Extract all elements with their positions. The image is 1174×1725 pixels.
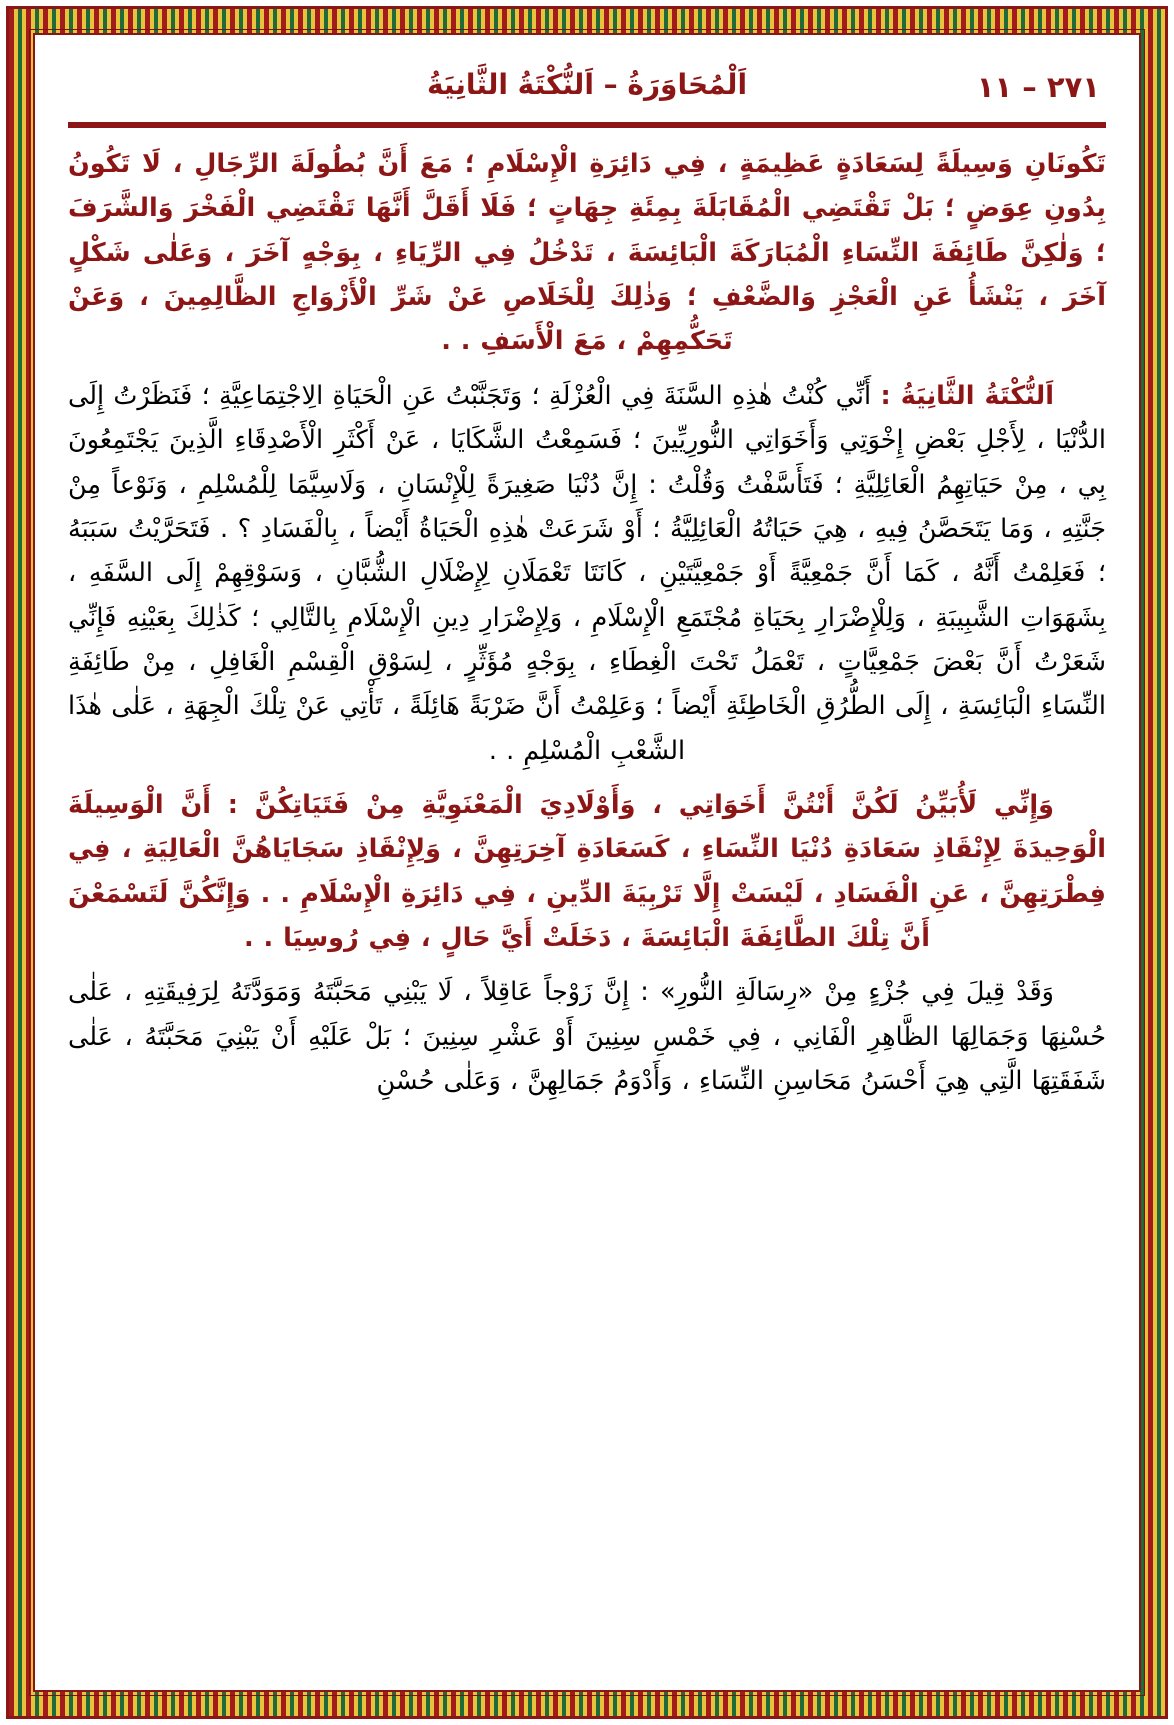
paragraph-2-text: أَنِّي كُنْتُ هٰذِهِ السَّنَةَ فِي الْعُزْلَةِ ؛ وَتَجَنَّبْتُ عَنِ الْحَيَاةِ الِاجْتِمَاعِيَّةِ ؛ فَنَظَرْتُ إِلَى الدُّنْيَا ، لِأَجْلِ بَعْضِ إِخْوَتِي وَأَخَوَاتِي النُّورِيِّينَ ؛ فَسَمِعْتُ الشَّكَايَا ، عَنْ أَكْثَرِ الْأَصْدِقَاءِ الَّذِينَ يَجْتَمِعُونَ بِي ، مِنْ حَيَاتِهِمُ الْعَائِلِيَّةِ ؛ فَتَأَسَّفْتُ وَقُلْتُ : إِنَّ دُنْيَا صَغِيرَةً لِلْإِنْسَانِ ، وَلَاسِيَّمَا لِلْمُسْلِمِ ، وَنَوْعاً مِنْ جَنَّتِهِ ، وَمَا يَتَحَصَّنُ فِيهِ ، هِيَ حَيَاتُهُ الْعَائِلِيَّةُ ؛ أَوْ شَرَعَتْ هٰذِهِ الْحَيَاةُ أَيْضاً ، بِالْفَسَادِ ؟ . فَتَحَرَّيْتُ سَبَبَهُ ؛ فَعَلِمْتُ أَنَّهُ ، كَمَا أَنَّ جَمْعِيَّةً أَوْ جَمْعِيَّتَيْنِ ، كَانَتَا تَعْمَلَانِ لِإِضْلَالِ الشُّبَّانِ ، وَسَوْقِهِمْ إِلَى السَّفَهِ ، بِشَهَوَاتِ الشَّبِيبَةِ ، وَلِلْإِضْرَارِ بِحَيَاةِ مُجْتَمَعِ الْإِسْلَامِ ، وَلِإِضْرَارِ دِينِ الْإِسْلَامِ بِالتَّالِي ؛ كَذٰلِكَ بِعَيْنِهِ فَإِنِّي شَعَرْتُ أَنَّ بَعْضَ جَمْعِيَّاتٍ ، تَعْمَلُ تَحْتَ الْغِطَاءِ ، بِوَجْهٍ مُؤَثِّرٍ ، لِسَوْقِ الْقِسْمِ الْغَافِلِ ، مِنْ طَائِفَةِ النِّسَاءِ الْبَائِسَةِ ، إِلَى الطُّرُقِ الْخَاطِئَةِ أَيْضاً ؛ وَعَلِمْتُ أَنَّ ضَرْبَةً هَائِلَةً ، تَأْتِي عَنْ تِلْكَ الْجِهَةِ ، عَلٰى هٰذَا الشَّعْبِ الْمُسْلِمِ . . [68,380,1106,766]
page-content [46,46,1128,1679]
page-number: ٢٧١ – ١١ [976,70,1100,104]
paragraph-2 [68,374,1106,773]
page-header [68,64,1106,126]
body-text-region [68,142,1106,1104]
header-divider-rule [68,122,1106,128]
section-heading-inline: اَلنُّكْتَةُ الثَّانِيَةُ : [880,380,1054,411]
paragraph-1: تَكُونَانِ وَسِيلَةً لِسَعَادَةٍ عَظِيمَةٍ ، فِي دَائِرَةِ الْإِسْلَامِ ؛ مَعَ أَنَّ بُطُولَةَ الرِّجَالِ ، لَا تَكُونُ بِدُونِ عِوَضٍ ؛ بَلْ تَقْتَضِي الْمُقَابَلَةَ بِمِئَةِ جِهَاتٍ ؛ فَلَا أَقَلَّ أَنَّهَا تَقْتَضِي الْفَخْرَ وَالشَّرَفَ ؛ وَلٰكِنَّ طَائِفَةَ النِّسَاءِ الْمُبَارَكَةَ الْبَائِسَةَ ، تَدْخُلُ فِي الرِّيَاءِ ، بِوَجْهٍ آخَرَ ، وَعَلٰى شَكْلٍ آخَرَ ، يَنْشَأُ عَنِ الْعَجْزِ وَالضَّعْفِ ؛ وَذٰلِكَ لِلْخَلَاصِ عَنْ شَرِّ الْأَزْوَاجِ الظَّالِمِينَ ، وَعَنْ تَحَكُّمِهِمْ ، مَعَ الْأَسَفِ . . [68,149,1106,357]
paragraph-4: وَقَدْ قِيلَ فِي جُزْءٍ مِنْ «رِسَالَةِ النُّورِ» : إِنَّ زَوْجاً عَاقِلاً ، لَا يَبْنِي مَحَبَّتَهُ وَمَوَدَّتَهُ لِرَفِيقَتِهِ ، عَلٰى حُسْنِهَا وَجَمَالِهَا الظَّاهِرِ الْفَانِي ، فِي خَمْسِ سِنِينَ أَوْ عَشْرِ سِنِينَ ؛ بَلْ عَلَيْهِ أَنْ يَبْنِيَ مَحَبَّتَهُ ، عَلٰى شَفَقَتِهَا الَّتِي هِيَ أَحْسَنُ مَحَاسِنِ النِّسَاءِ ، وَأَدْوَمُ جَمَالِهِنَّ ، وَعَلٰى حُسْنِ [68,977,1106,1097]
page-title: اَلْمُحَاوَرَةُ – اَلنُّكْتَةُ الثَّانِيَةُ [426,68,748,101]
paragraph-3: وَإِنِّي لَأُبَيِّنُ لَكُنَّ أَنْتُنَّ أَخَوَاتِي ، وَأَوْلَادِيَ الْمَعْنَوِيَّةِ مِنْ فَتَيَاتِكُنَّ : أَنَّ الْوَسِيلَةَ الْوَحِيدَةَ لِإِنْقَاذِ سَعَادَةِ دُنْيَا النِّسَاءِ ، كَسَعَادَةِ آخِرَتِهِنَّ ، وَلِإِنْقَاذِ سَجَايَاهُنَّ الْعَالِيَةِ ، فِي فِطْرَتِهِنَّ ، عَنِ الْفَسَادِ ، لَيْسَتْ إِلَّا تَرْبِيَةَ الدِّينِ ، فِي دَائِرَةِ الْإِسْلَامِ . . وَإِنَّكُنَّ لَتَسْمَعْنَ أَنَّ تِلْكَ الطَّائِفَةَ الْبَائِسَةَ ، دَخَلَتْ أَيَّ حَالٍ ، فِي رُوسِيَا . . [68,790,1106,954]
